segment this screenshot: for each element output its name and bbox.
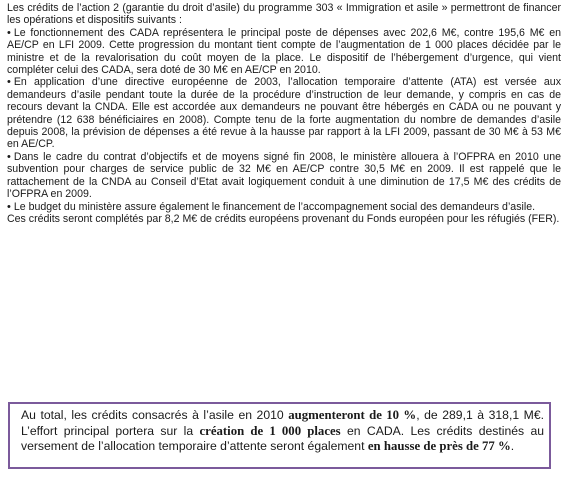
intro-paragraph: Les crédits de l’action 2 (garantie du droit d’asile) du programme 303 « Immigration et asile » permettront de financer les opérations et dispositifs suivants : bbox=[7, 2, 561, 27]
summary-bold-increase: augmenteront de 10 % bbox=[288, 408, 417, 422]
summary-text-3: en CADA. Les crédits destinés au versement de l’allocation temporaire d’attente seront également bbox=[21, 423, 544, 454]
bullet-paragraph-ofpra bbox=[7, 151, 561, 201]
summary-bold-places: création de 1 000 places bbox=[199, 423, 341, 438]
summary-text-1: Au total, les crédits consacrés à l’asile en 2010 bbox=[21, 408, 289, 422]
summary-text-2: , de 289,1 à 318,1 M€. L’effort principal portera sur la bbox=[21, 408, 544, 438]
bullet-paragraph-ata bbox=[7, 76, 561, 150]
bullet-text: Le fonctionnement des CADA représentera le principal poste de dépenses avec 202,6 M€, contre 195,6 M€ en AE/CP en LFI 2009. Cette progression du montant tient compte de l’augmentation de 1 000 places décidée par le ministre et de la revalorisation du coût moyen de la place. Le dispositif de l’hébergement d’urgence, qui vient compléter celui des CADA, sera doté de 30 M€ en AE/CP en 2010. bbox=[7, 26, 561, 77]
bullet-paragraph-cada bbox=[7, 27, 561, 77]
bullet-text: Dans le cadre du contrat d’objectifs et de moyens signé fin 2008, le ministère allouera à l’OFPRA en 2010 une subvention pour charges de service public de 32 M€ en AE/CP contre 30,5 M€ en 2009. Il est rappelé que le rattachement de la CNDA au Conseil d’Etat avait logiquement conduit à une diminution de 17,5 M€ des crédits de l’OFPRA en 2009. bbox=[7, 150, 561, 201]
summary-bold-hausse: en hausse de près de 77 % bbox=[367, 439, 511, 454]
summary-text-4: . bbox=[510, 439, 515, 454]
bullet-icon: • bbox=[7, 76, 11, 89]
bullet-icon: • bbox=[7, 26, 11, 39]
summary-box bbox=[8, 402, 551, 469]
bullet-paragraph-social bbox=[7, 201, 561, 213]
closing-paragraph: Ces crédits seront complétés par 8,2 M€ de crédits européens provenant du Fonds européen pour les réfugiés (FER). bbox=[7, 212, 560, 225]
document-body bbox=[7, 2, 561, 225]
bullet-icon: • bbox=[7, 200, 11, 213]
bullet-text: En application d’une directive européenne de 2003, l’allocation temporaire d’attente (ATA) est versée aux demandeurs d’asile pendant toute la durée de la procédure d’instruction de leur demande, y compris en cas de recours devant la CNDA. Elle est accordée aux demandeurs ne pouvant être hébergés en CADA ou ne pouvant y prétendre (12 638 bénéficiaires en 2008). Compte tenu de la forte augmentation du nombre de demandes d’asile depuis 2008, la prévision de dépenses a été revue à la hausse par rapport à la LFI 2009, passant de 30 M€ à 53 M€ en AE/CP. bbox=[7, 76, 561, 151]
bullet-text: Le budget du ministère assure également le financement de l’accompagnement social des demandeurs d’asile. bbox=[13, 200, 536, 213]
bullet-icon: • bbox=[7, 150, 11, 163]
